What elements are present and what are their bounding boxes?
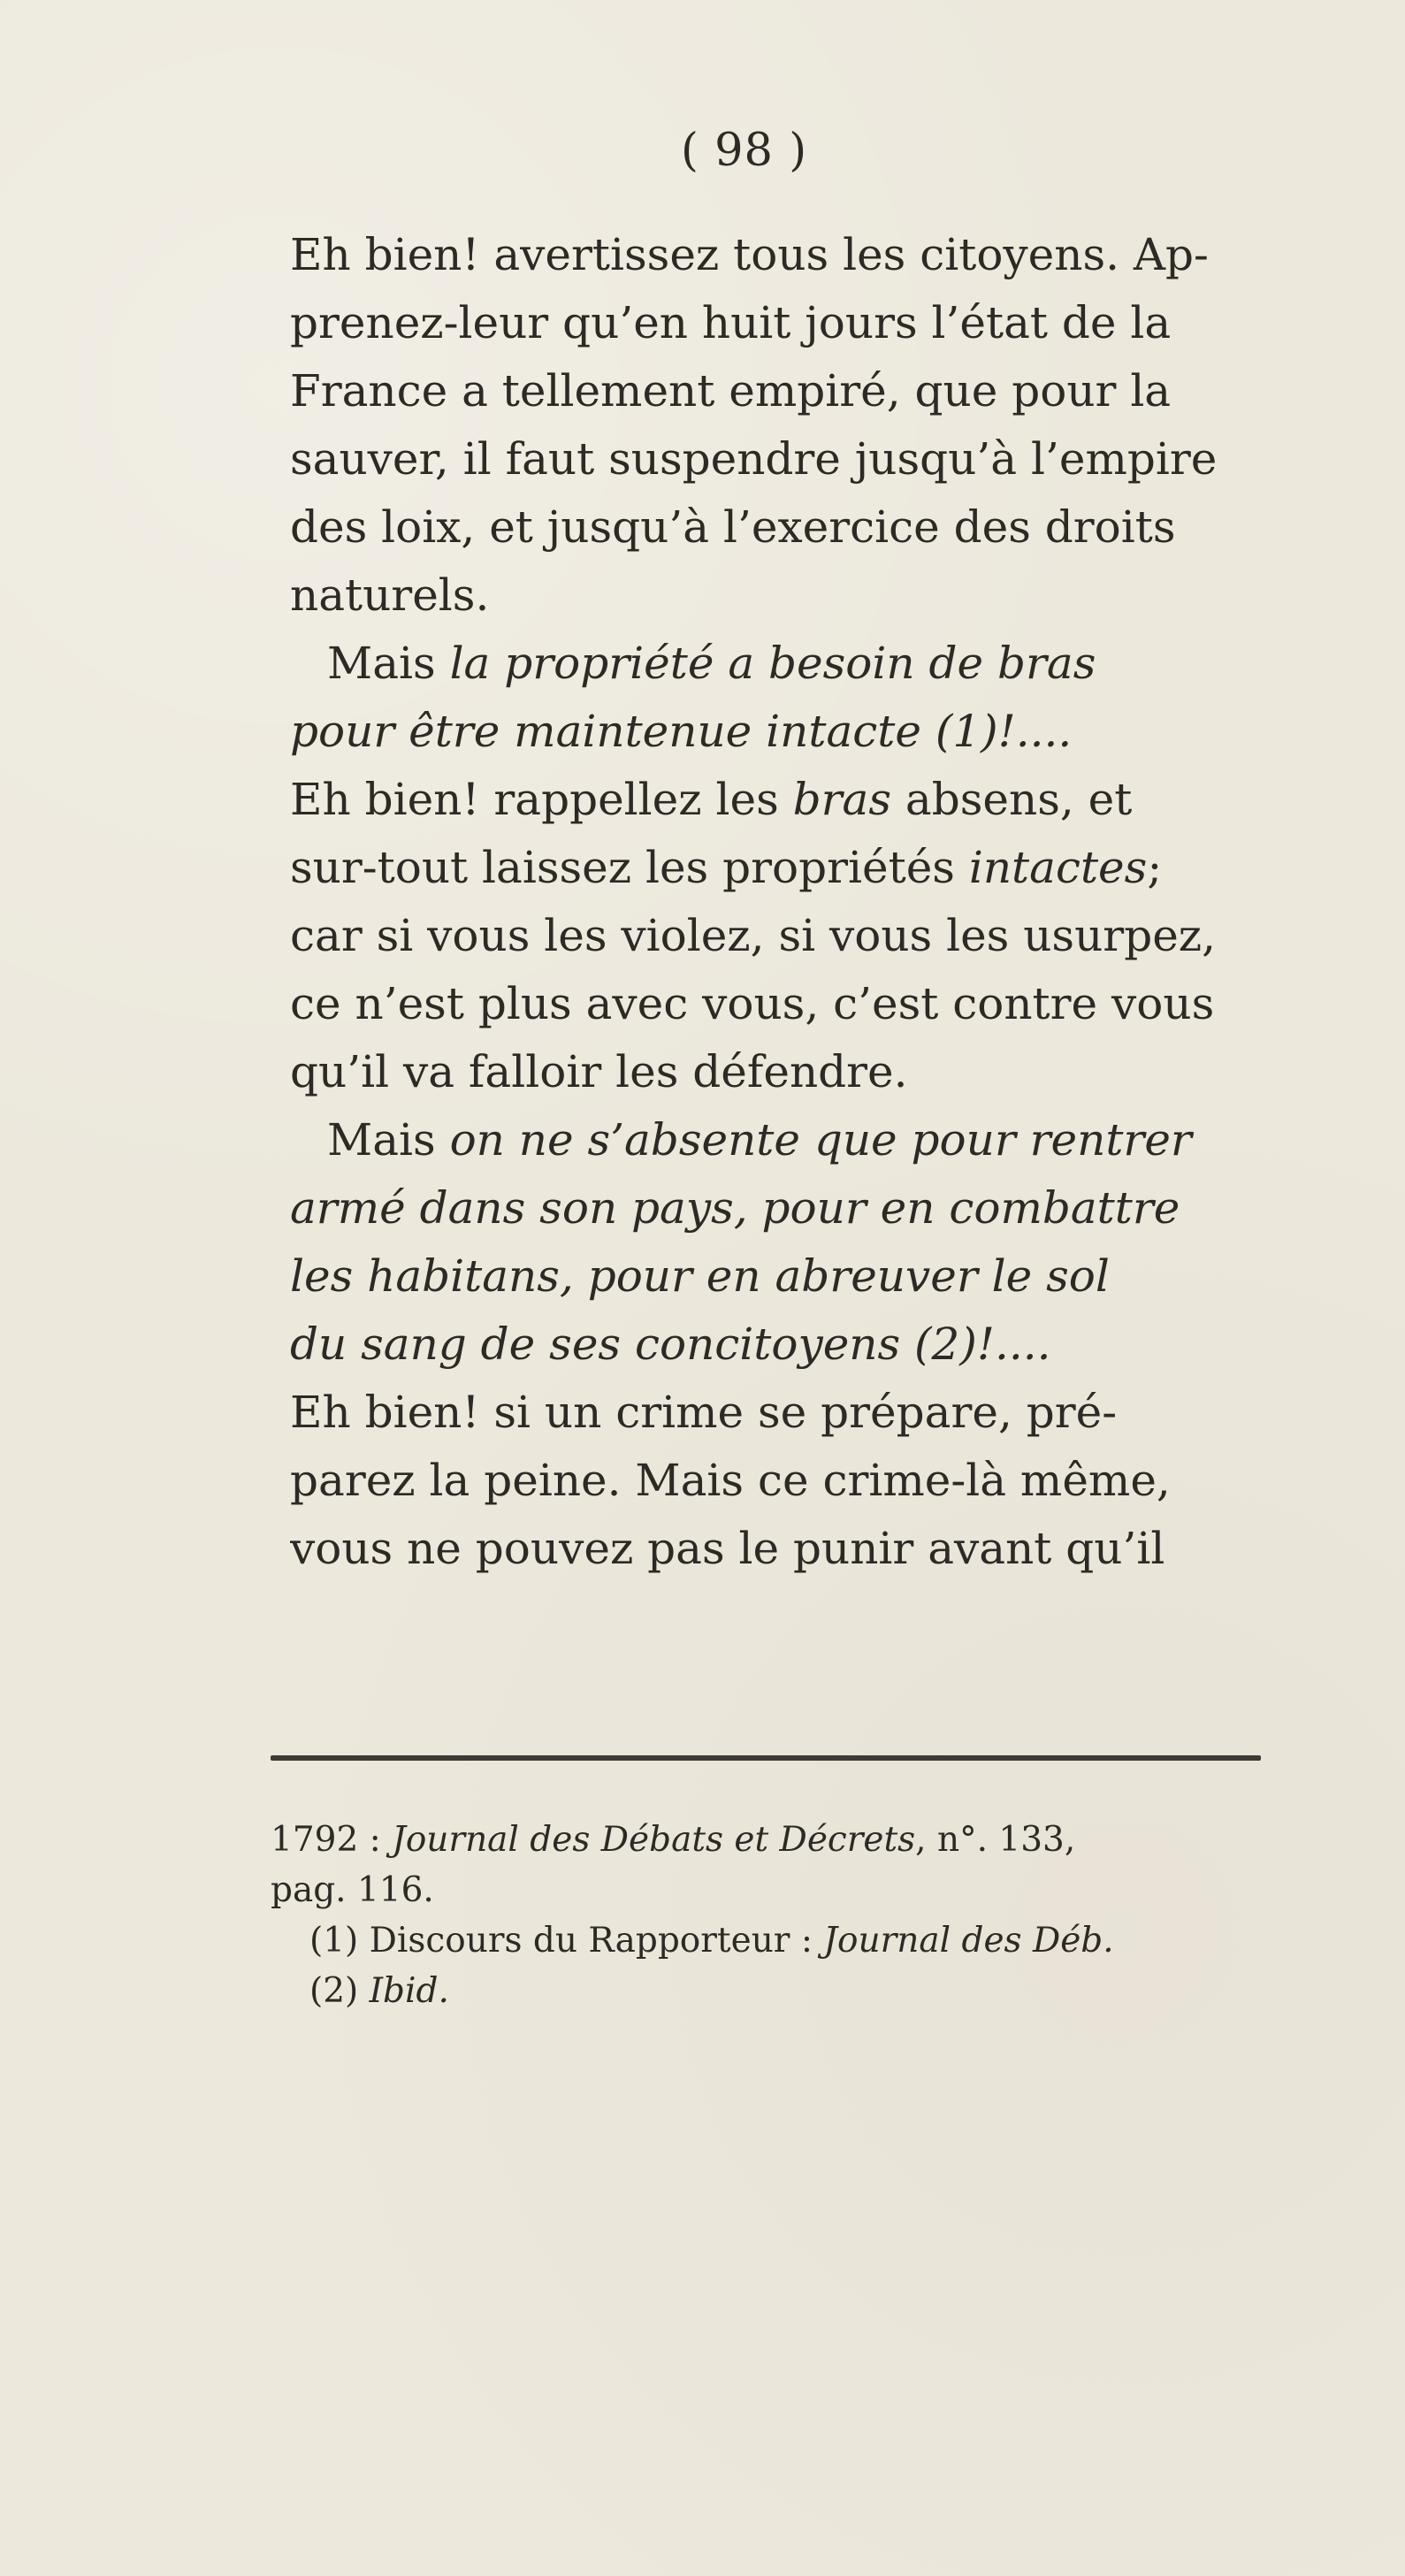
footnote-line-2: pag. 116.: [271, 1870, 434, 1910]
text-line-7-plain: Mais: [327, 638, 450, 689]
footnote-line-3-plain: (1) Discours du Rapporteur :: [309, 1921, 824, 1961]
text-line-11: car si vous les violez, si vous les usurpez,: [290, 910, 1217, 961]
text-line-17: du sang de ses concitoyens (2)!....: [290, 1319, 1051, 1370]
page-number: ( 98 ): [681, 125, 808, 177]
text-line-15: armé dans son pays, pour en combattre: [290, 1182, 1180, 1234]
text-line-5: des loix, et jusqu’à l’exercice des droits: [290, 501, 1176, 553]
text-line-18: Eh bien! si un crime se prépare, pré-: [290, 1387, 1118, 1438]
text-line-14: [290, 1106, 1280, 1174]
text-line-12: ce n’est plus avec vous, c’est contre vous: [290, 978, 1215, 1029]
main-text-block: [290, 221, 1280, 1583]
text-line-13: qu’il va falloir les défendre.: [290, 1046, 908, 1097]
footnote-line-4-italic: Ibid.: [369, 1971, 449, 2011]
footnote-line-3-italic: Journal des Déb.: [823, 1921, 1114, 1961]
footnote-line-1-plain-b: , n°. 133,: [915, 1820, 1076, 1860]
text-line-9-plain-b: absens, et: [891, 774, 1133, 825]
text-line-19: parez la peine. Mais ce crime-là même,: [290, 1455, 1171, 1506]
text-line-10-plain-b: ;: [1147, 842, 1163, 893]
text-line-14-italic: on ne s’absente que pour rentrer: [449, 1114, 1192, 1166]
text-line-16: les habitans, pour en abreuver le sol: [290, 1250, 1110, 1302]
text-line-4: sauver, il faut suspendre jusqu’à l’empire: [290, 433, 1218, 485]
footnotes-block: [271, 1815, 1226, 2016]
text-line-3: France a tellement empiré, que pour la: [290, 365, 1172, 417]
text-line-7-italic: la propriété a besoin de bras: [449, 638, 1096, 689]
footnote-line-4: [271, 1966, 1226, 2016]
text-line-1: Eh bien! avertissez tous les citoyens. Ap-: [290, 229, 1209, 280]
text-line-14-plain: Mais: [327, 1114, 450, 1166]
footnote-line-3: [271, 1915, 1226, 1966]
text-line-10-italic: intactes: [968, 842, 1148, 893]
text-line-10-plain-a: sur-tout laissez les propriétés: [290, 842, 969, 893]
text-line-9-italic: bras: [792, 774, 892, 825]
text-line-8: pour être maintenue intacte (1)!....: [290, 706, 1073, 757]
text-line-10: [290, 834, 1280, 902]
footnote-line-1-plain-a: 1792 :: [271, 1820, 393, 1860]
footnote-line-4-plain: (2): [309, 1971, 370, 2011]
text-line-20: vous ne pouvez pas le punir avant qu’il: [290, 1523, 1165, 1574]
text-line-9: [290, 766, 1280, 834]
text-line-6: naturels.: [290, 569, 490, 621]
footnote-line-1: [271, 1815, 1226, 1865]
footnote-divider: [271, 1755, 1261, 1761]
text-line-7: [290, 630, 1280, 698]
footnote-line-1-italic: Journal des Débats et Décrets: [392, 1820, 916, 1860]
text-line-9-plain-a: Eh bien! rappellez les: [290, 774, 793, 825]
text-line-2: prenez-leur qu’en huit jours l’état de la: [290, 297, 1172, 348]
